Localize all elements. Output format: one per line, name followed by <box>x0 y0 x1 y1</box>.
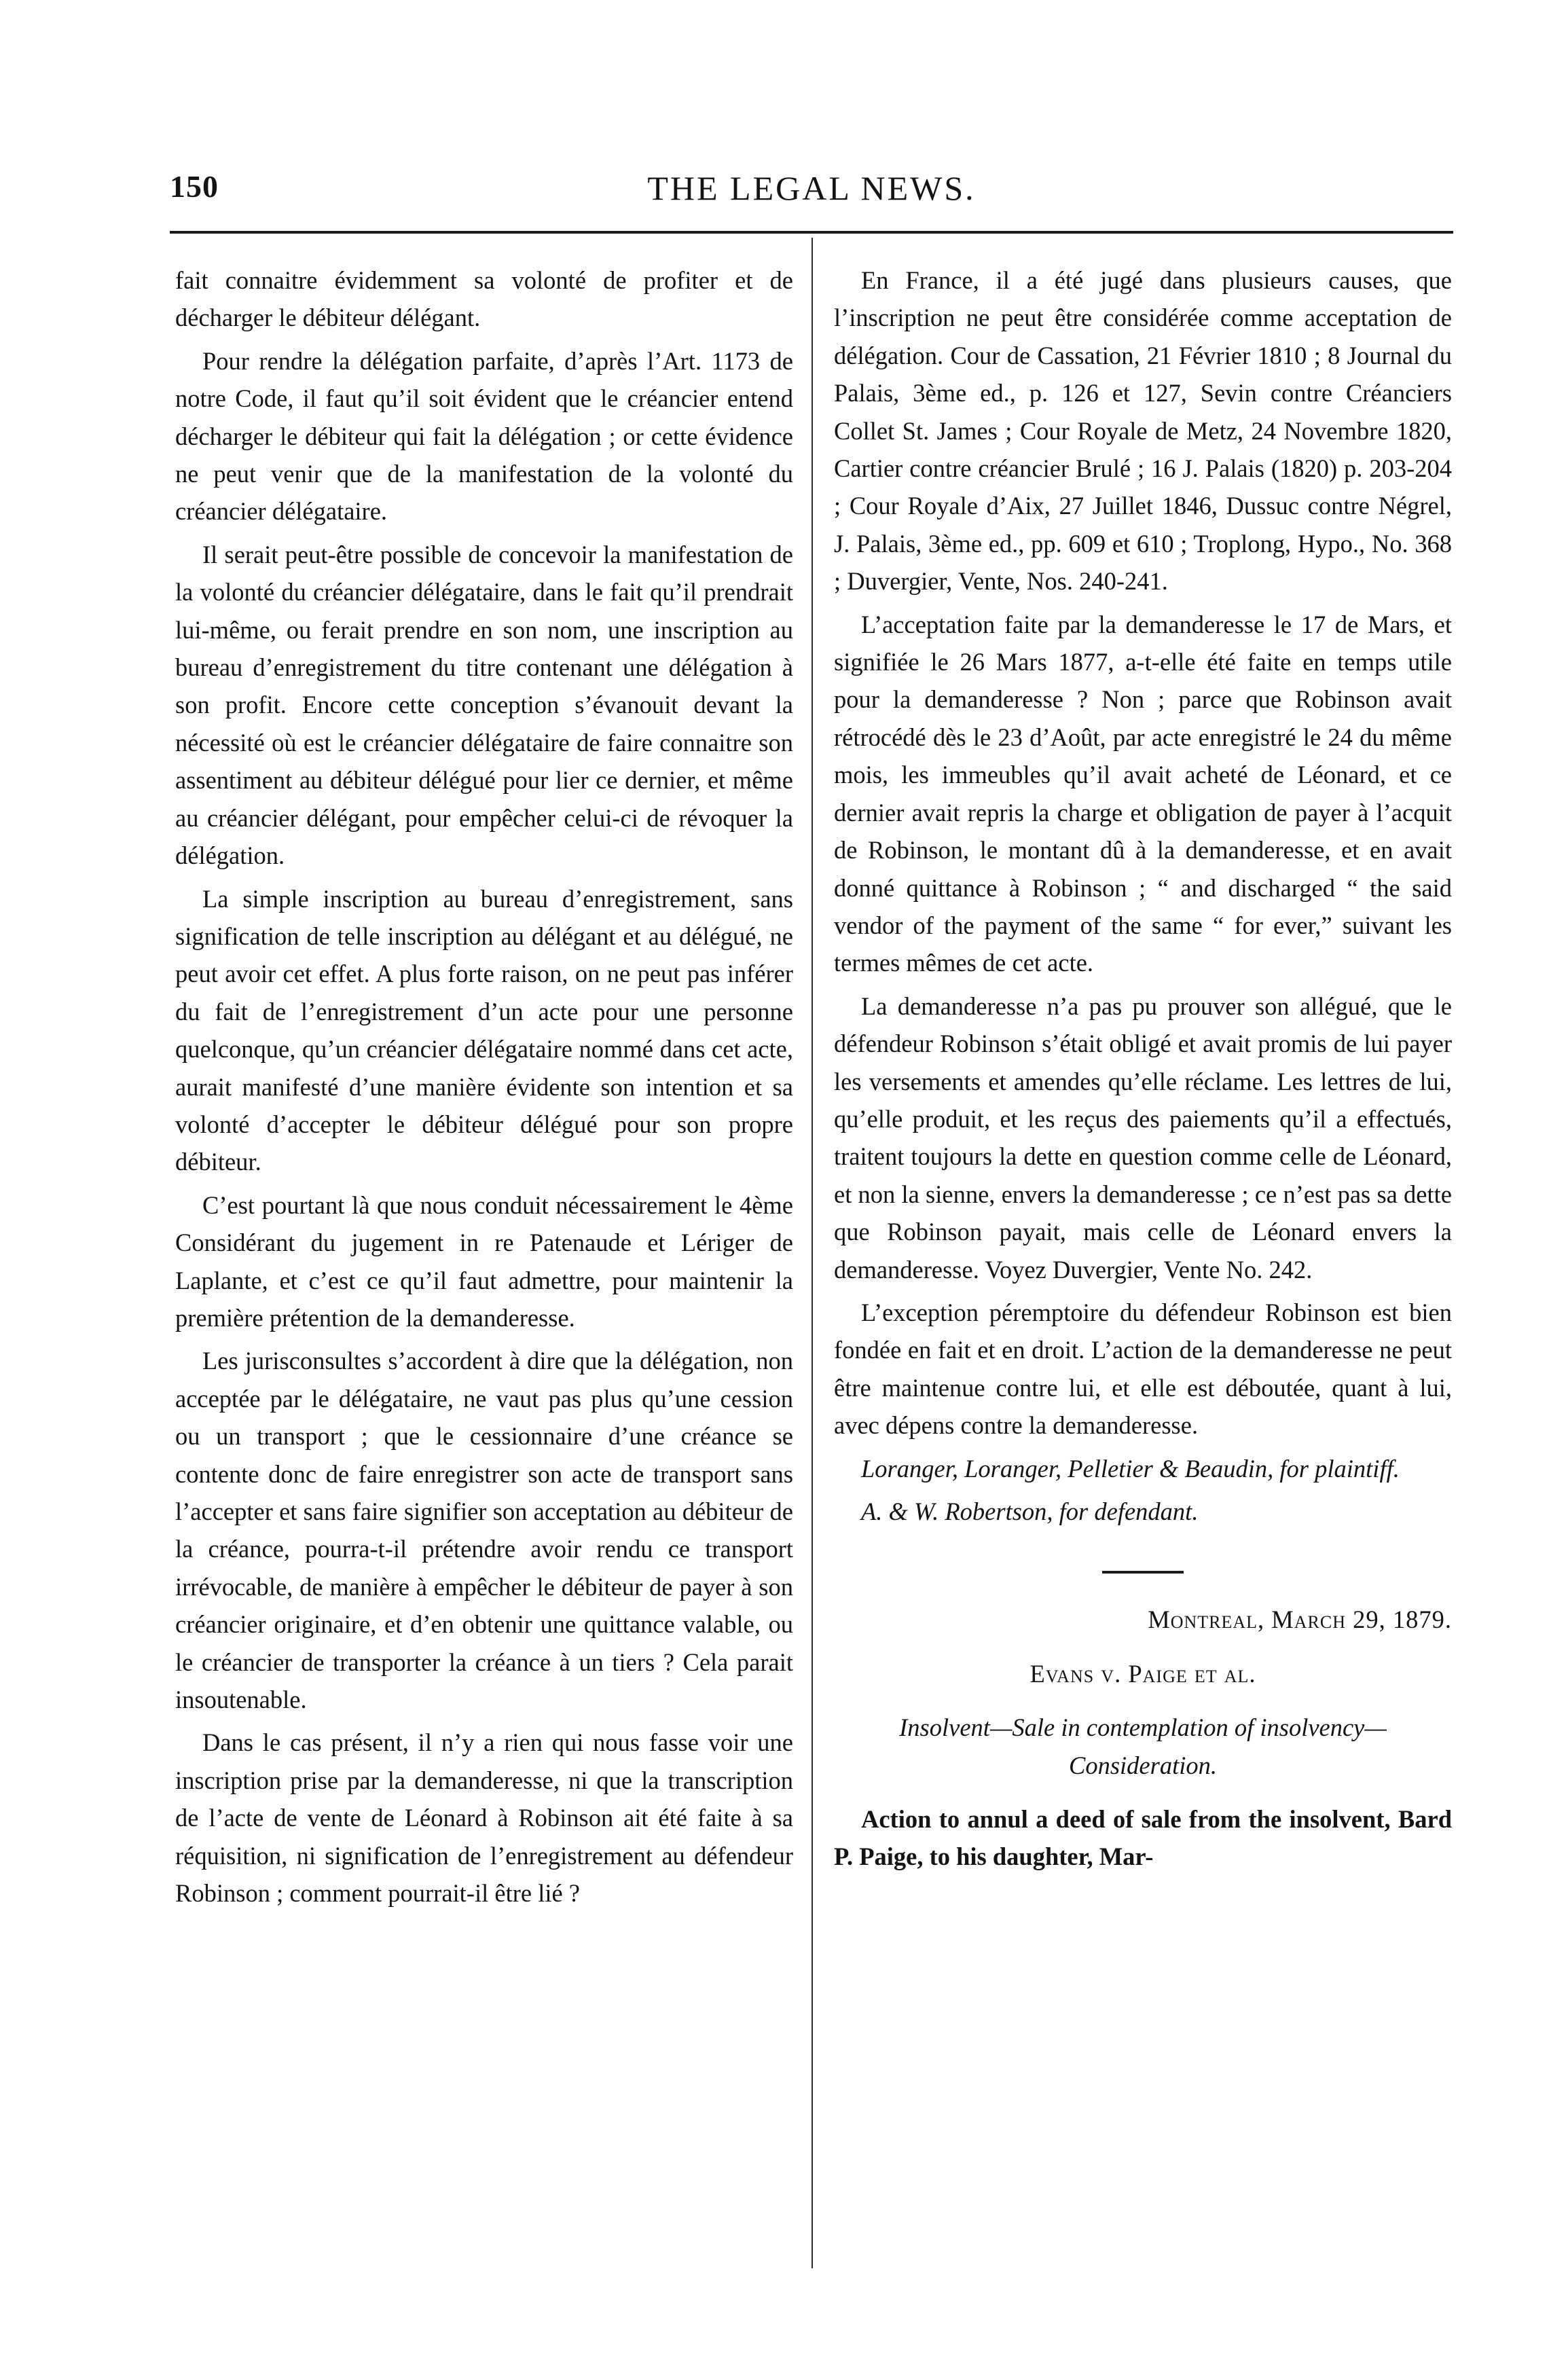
column-divider <box>812 238 813 2268</box>
paragraph: Pour rendre la délégation parfaite, d’après l’Art. 1173 de notre Code, il faut qu’il soit évident que le créancier entend décharger le débiteur qui fait la délégation ; or cette évidence ne peut venir que de la manifestation de la volonté du créancier délégataire. <box>175 346 793 526</box>
paragraph: L’acceptation faite par la demanderesse le 17 de Mars, et signifiée le 26 Mars 1877, a-t-elle été faite en temps utile pour la demanderesse ? Non ; parce que Robinson avait rétrocédé dès le 23 d’Août, par acte enregistré le 24 du même mois, les immeubles qu’il avait acheté de Léonard, et ce dernier avait repris la charge et obligation de payer à l’acquit de Robinson, le montant dû à la demanderesse, et en avait donné quittance à Robinson ; “ and discharged “ the said vendor of the payment of the same “ for ever,” suivant les termes mêmes de cet acte. <box>834 610 1452 977</box>
right-column <box>834 261 1452 1876</box>
case-opening: Action to annul a deed of sale from the insolvent, Bard P. Paige, to his daughter, Mar- <box>834 1805 1452 1871</box>
case-subtitle: Insolvent—Sale in contemplation of insolvency—Consideration. <box>899 1713 1387 1779</box>
paragraph: En France, il a été jugé dans plusieurs causes, que l’inscription ne peut être considérée comme acceptation de délégation. Cour de Cassation, 21 Février 1810 ; 8 Journal du Palais, 3ème ed., p. 126 et 127, Sevin contre Créanciers Collet St. James ; Cour Royale de Metz, 24 Novembre 1820, Cartier contre créancier Brulé ; 16 J. Palais (1820) p. 203-204 ; Cour Royale d’Aix, 27 Juillet 1846, Dussuc contre Négrel, J. Palais, 3ème ed., pp. 609 et 610 ; Troplong, Hypo., No. 368 ; Duvergier, Vente, Nos. 240-241. <box>834 266 1452 596</box>
dateline: Montreal, March 29, 1879. <box>1148 1605 1452 1634</box>
paragraph: fait connaitre évidemment sa volonté de profiter et de décharger le débiteur délégant. <box>175 266 793 332</box>
paragraph: C’est pourtant là que nous conduit nécessairement le 4ème Considérant du jugement in re Patenaude et Lériger de Laplante, et c’est ce qu’il faut admettre, pour maintenir la première prétention de la demanderesse. <box>175 1191 793 1332</box>
header-rule <box>170 231 1453 234</box>
section-separator <box>1102 1571 1184 1574</box>
left-column <box>175 261 793 1912</box>
paragraph: Les jurisconsultes s’accordent à dire que la délégation, non acceptée par le délégataire, ne vaut pas plus qu’une cession ou un transport ; que le cessionnaire d’une créance se contente donc de faire enregistrer son acte de transport sans l’accepter et sans faire signifier son acceptation au débiteur de la créance, pourra-t-il prétendre avoir rendu ce transport irrévocable, de manière à empêcher le débiteur de payer à son créancier originaire, et d’en obtenir une quittance valable, ou le créancier de transporter la créance à un tiers ? Cela parait insoutenable. <box>175 1347 793 1714</box>
paragraph: L’exception péremptoire du défendeur Robinson est bien fondée en fait et en droit. L’action de la demanderesse ne peut être maintenue contre lui, et elle est déboutée, quant à lui, avec dépens contre la demanderesse. <box>834 1298 1452 1440</box>
paragraph: La simple inscription au bureau d’enregistrement, sans signification de telle inscription au délégant et au délégué, ne peut avoir cet effet. A plus forte raison, on ne peut pas inférer du fait de l’enregistrement d’un acte pour une personne quelconque, qu’un créancier délégataire nommé dans cet acte, aurait manifesté d’une manière évidente son intention et sa volonté d’accepter le débiteur délégué pour son propre débiteur. <box>175 884 793 1176</box>
paragraph: Dans le cas présent, il n’y a rien qui nous fasse voir une inscription prise par la demanderesse, ni que la transcription de l’acte de vente de Léonard à Robinson ait été faite à sa réquisition, ni signification de l’enregistrement au défendeur Robinson ; comment pourrait-il être lié ? <box>175 1728 793 1908</box>
paragraph: La demanderesse n’a pas pu prouver son allégué, que le défendeur Robinson s’était obligé et avait promis de lui payer les versements et amendes qu’elle réclame. Les lettres de lui, qu’elle produit, et les reçus des paiements qu’il a effectués, traitent toujours la dette en question comme celle de Léonard, et non la sienne, envers la demanderesse ; ce n’est pas sa dette que Robinson payait, mais celle de Léonard envers la demanderesse. Voyez Duvergier, Vente No. 242. <box>834 992 1452 1284</box>
case-title: Evans v. Paige et al. <box>1029 1659 1256 1688</box>
page-header <box>170 168 1453 216</box>
counsel-defendant: A. & W. Robertson, for defendant. <box>861 1497 1199 1525</box>
running-title: THE LEGAL NEWS. <box>647 169 976 207</box>
paragraph: Il serait peut-être possible de concevoir la manifestation de la volonté du créancier délégataire, dans le fait qu’il prendrait lui-même, ou ferait prendre en son nom, une inscription au bureau d’enregistrement du titre contenant une délégation à son profit. Encore cette conception s’évanouit devant la nécessité où est le créancier délégataire de faire connaitre son assentiment au débiteur délégué pour lier ce dernier, et même au créancier délégant, pour empêcher celui-ci de révoquer la délégation. <box>175 540 793 870</box>
page-number: 150 <box>170 169 219 204</box>
counsel-plaintiff: Loranger, Loranger, Pelletier & Beaudin, for plaintiff. <box>861 1454 1400 1483</box>
